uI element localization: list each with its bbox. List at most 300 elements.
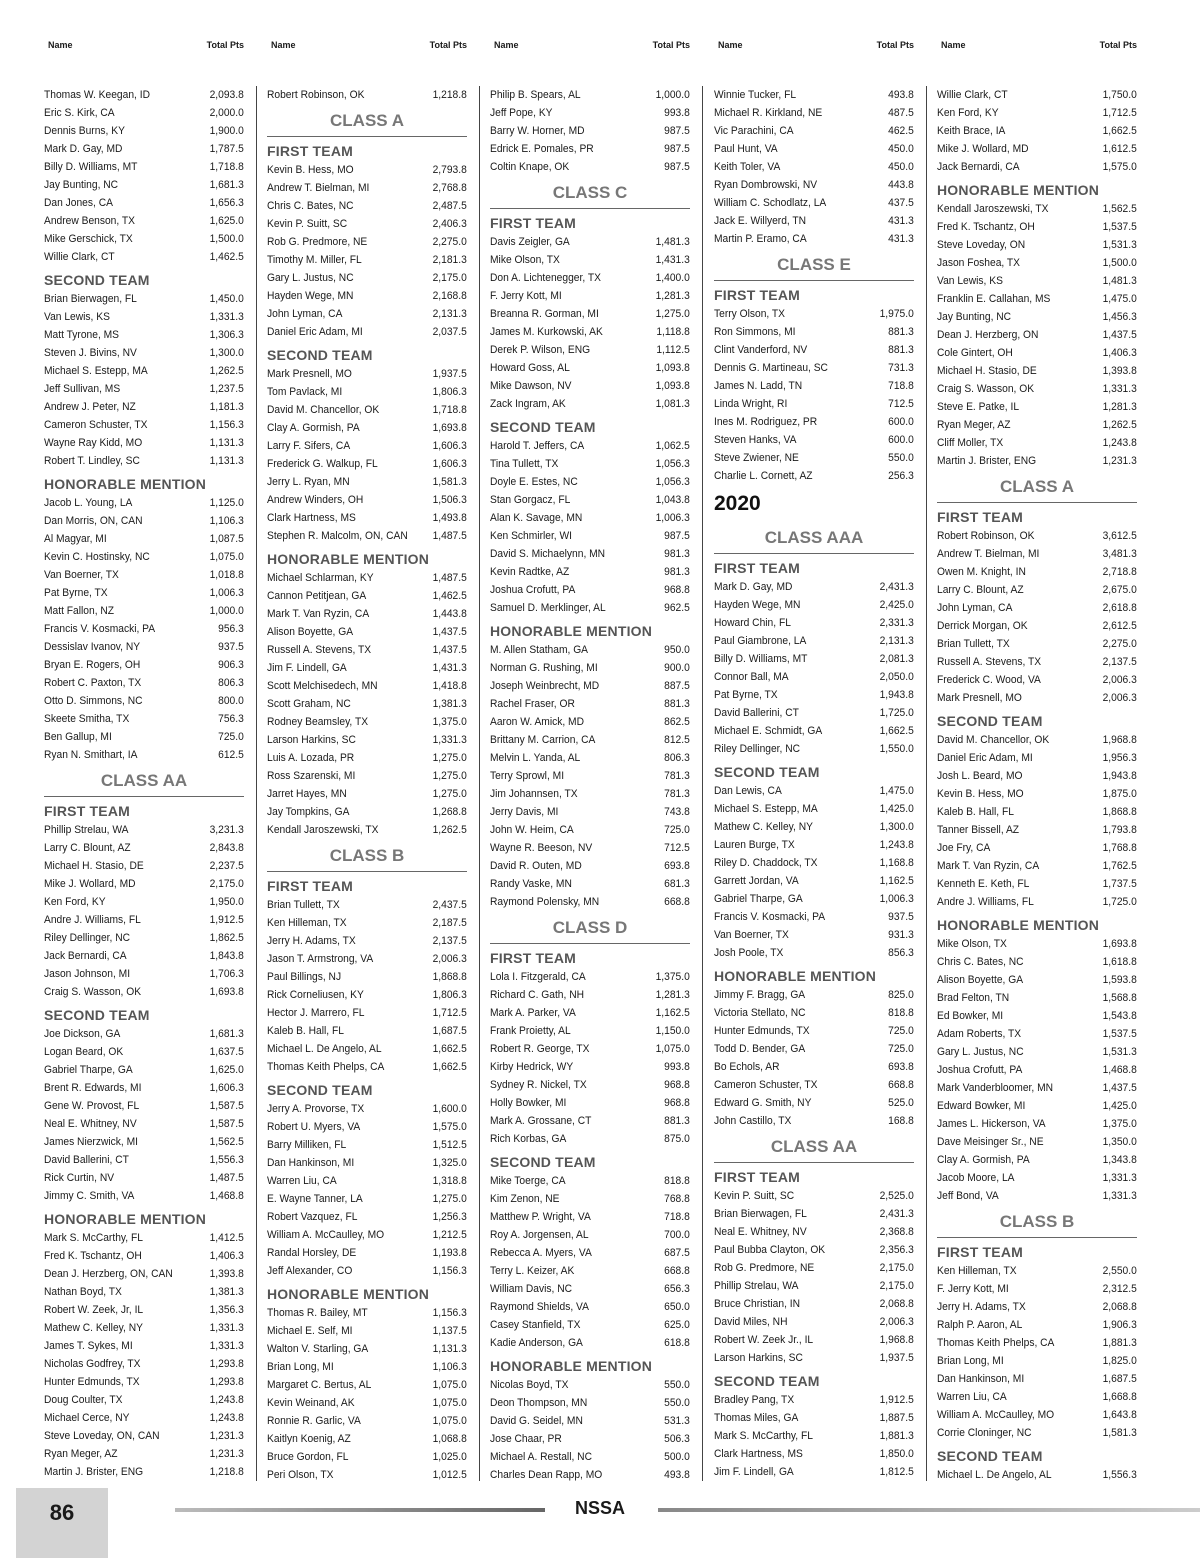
- total-points: 1,900.0: [209, 125, 244, 137]
- list-item: [490, 509, 690, 527]
- total-points: 1,456.3: [1102, 311, 1137, 323]
- team-heading: HONORABLE MENTION: [267, 551, 430, 567]
- shooter-name: Neal E. Whitney, NV: [714, 1226, 807, 1238]
- shooter-name: Fred K. Tschantz, OH: [44, 1250, 142, 1262]
- shooter-name: Josh Poole, TX: [714, 947, 784, 959]
- total-points: 1,881.3: [1102, 1337, 1137, 1349]
- total-points: 2,718.8: [1102, 566, 1137, 578]
- team-heading: SECOND TEAM: [937, 713, 1043, 729]
- shooter-name: Harold T. Jeffers, CA: [490, 440, 585, 452]
- shooter-name: Andrew J. Peter, NZ: [44, 401, 136, 413]
- shooter-name: Ben Gallup, MI: [44, 731, 112, 743]
- list-item: [937, 158, 1137, 176]
- shooter-name: Martin P. Eramo, CA: [714, 233, 807, 245]
- shooter-name: Paul Hunt, VA: [714, 143, 778, 155]
- total-points: 1,868.8: [1102, 806, 1137, 818]
- team-heading: SECOND TEAM: [267, 1082, 373, 1098]
- shooter-name: Michael H. Stasio, DE: [44, 860, 144, 872]
- shooter-name: Riley D. Chaddock, TX: [714, 857, 818, 869]
- shooter-name: Kim Zenon, NE: [490, 1193, 560, 1205]
- total-points: 1,243.8: [209, 1394, 244, 1406]
- total-points: 818.8: [888, 1007, 914, 1019]
- list-item: [267, 323, 467, 341]
- total-points: 1,075.0: [432, 1415, 467, 1427]
- total-points: 1,737.5: [1102, 878, 1137, 890]
- total-points: 1,293.8: [209, 1358, 244, 1370]
- total-points: 1,168.8: [879, 857, 914, 869]
- total-points: 768.8: [664, 1193, 690, 1205]
- list-item: [490, 1172, 690, 1190]
- shooter-name: Jack Bernardi, CA: [937, 161, 1020, 173]
- shooter-name: Jimmy C. Smith, VA: [44, 1190, 135, 1202]
- list-item: [937, 653, 1137, 671]
- shooter-name: Clay A. Gormish, PA: [267, 422, 360, 434]
- list-item: [44, 584, 244, 602]
- total-points: 1,193.8: [432, 1247, 467, 1259]
- list-item: [44, 893, 244, 911]
- list-item: [714, 1187, 914, 1205]
- list-item: [937, 236, 1137, 254]
- shooter-name: Hunter Edmunds, TX: [44, 1376, 140, 1388]
- total-points: 668.8: [664, 1265, 690, 1277]
- total-points: 987.5: [664, 125, 690, 137]
- shooter-name: Casey Stanfield, TX: [490, 1319, 581, 1331]
- total-points: 1,437.5: [432, 644, 467, 656]
- list-item: [714, 614, 914, 632]
- total-points: 1,275.0: [432, 788, 467, 800]
- total-points: 1,431.3: [655, 254, 690, 266]
- shooter-name: Dave Meisinger Sr., NE: [937, 1136, 1044, 1148]
- list-item: [267, 767, 467, 785]
- list-item: [267, 305, 467, 323]
- total-points: 1,256.3: [432, 1211, 467, 1223]
- list-item: [714, 1295, 914, 1313]
- total-points: 1,587.5: [209, 1118, 244, 1130]
- shooter-name: Matthew P. Wright, VA: [490, 1211, 591, 1223]
- total-points: 1,331.3: [1102, 1190, 1137, 1202]
- shooter-name: James N. Ladd, TN: [714, 380, 803, 392]
- list-item: [714, 1409, 914, 1427]
- shooter-name: Nathan Boyd, TX: [44, 1286, 122, 1298]
- total-points: 2,550.0: [1102, 1265, 1137, 1277]
- total-points: 668.8: [888, 1079, 914, 1091]
- total-points: 1,268.8: [432, 806, 467, 818]
- total-points: 1,425.0: [879, 803, 914, 815]
- team-heading: FIRST TEAM: [937, 509, 1023, 525]
- total-points: 806.3: [664, 752, 690, 764]
- list-item: [937, 1007, 1137, 1025]
- list-item: [44, 1247, 244, 1265]
- list-item: [267, 1376, 467, 1394]
- team-heading: SECOND TEAM: [937, 1448, 1043, 1464]
- list-item: [44, 230, 244, 248]
- list-item: [44, 1061, 244, 1079]
- team-heading: HONORABLE MENTION: [490, 623, 653, 639]
- shooter-name: Brian Long, MI: [937, 1355, 1004, 1367]
- shooter-name: Jerry H. Adams, TX: [937, 1301, 1026, 1313]
- shooter-name: Andrew Benson, TX: [44, 215, 135, 227]
- total-points: 1,025.0: [432, 1451, 467, 1463]
- shooter-name: Coltin Knape, OK: [490, 161, 570, 173]
- total-points: 1,868.8: [432, 971, 467, 983]
- list-item: [267, 623, 467, 641]
- shooter-name: Holly Bowker, MI: [490, 1097, 567, 1109]
- total-points: 443.8: [888, 179, 914, 191]
- total-points: 818.8: [664, 1175, 690, 1187]
- total-points: 1,012.5: [432, 1469, 467, 1481]
- shooter-name: Jeff Alexander, CO: [267, 1265, 353, 1277]
- total-points: 1,693.8: [209, 986, 244, 998]
- total-points: 1,400.0: [655, 272, 690, 284]
- shooter-name: Ronnie R. Garlic, VA: [267, 1415, 361, 1427]
- shooter-name: Hunter Edmunds, TX: [714, 1025, 810, 1037]
- shooter-name: Ron Simmons, MI: [714, 326, 796, 338]
- total-points: 1,768.8: [1102, 842, 1137, 854]
- list-item: [490, 473, 690, 491]
- total-points: 800.0: [218, 695, 244, 707]
- total-points: 812.5: [664, 734, 690, 746]
- shooter-name: Terry L. Keizer, AK: [490, 1265, 575, 1277]
- total-points: 693.8: [888, 1061, 914, 1073]
- list-item: [937, 749, 1137, 767]
- shooter-name: Hayden Wege, MN: [714, 599, 801, 611]
- class-heading: CLASS D: [490, 915, 690, 944]
- total-points: 1,068.8: [432, 1433, 467, 1445]
- total-points: 2,237.5: [209, 860, 244, 872]
- shooter-name: Willie Clark, CT: [937, 89, 1008, 101]
- shooter-name: Philip B. Spears, AL: [490, 89, 581, 101]
- shooter-name: Margaret C. Bertus, AL: [267, 1379, 372, 1391]
- total-points: 1,218.8: [432, 89, 467, 101]
- team-heading: HONORABLE MENTION: [937, 182, 1100, 198]
- total-points: 2,006.3: [1102, 674, 1137, 686]
- shooter-name: Rebecca A. Myers, VA: [490, 1247, 592, 1259]
- total-points: 1,875.0: [1102, 788, 1137, 800]
- total-points: 1,075.0: [432, 1397, 467, 1409]
- class-heading: CLASS AA: [44, 768, 244, 797]
- shooter-name: Roy A. Jorgensen, AL: [490, 1229, 589, 1241]
- list-item: [44, 947, 244, 965]
- list-item: [490, 767, 690, 785]
- total-points: 1,343.8: [1102, 1154, 1137, 1166]
- list-item: [44, 857, 244, 875]
- total-points: 1,262.5: [209, 365, 244, 377]
- team-heading: FIRST TEAM: [490, 950, 576, 966]
- list-item: [490, 581, 690, 599]
- total-points: 2,425.0: [879, 599, 914, 611]
- total-points: 1,081.3: [655, 398, 690, 410]
- list-item: [44, 452, 244, 470]
- list-item: [937, 689, 1137, 707]
- total-points: 1,487.5: [432, 530, 467, 542]
- team-heading: HONORABLE MENTION: [490, 1358, 653, 1374]
- shooter-name: Dean J. Herzberg, ON: [937, 329, 1039, 341]
- list-item: [267, 1412, 467, 1430]
- team-heading: HONORABLE MENTION: [44, 476, 207, 492]
- list-item: [44, 122, 244, 140]
- shooter-name: Owen M. Knight, IN: [937, 566, 1026, 578]
- total-points: 1,331.3: [432, 734, 467, 746]
- shooter-name: Garrett Jordan, VA: [714, 875, 799, 887]
- shooter-name: Kevin Radtke, AZ: [490, 566, 570, 578]
- list-item: [44, 1301, 244, 1319]
- list-item: [937, 617, 1137, 635]
- points-header: Total Pts: [652, 40, 690, 50]
- shooter-name: Don A. Lichtenegger, TX: [490, 272, 601, 284]
- shooter-name: Robert Robinson, OK: [937, 530, 1035, 542]
- list-item: [714, 686, 914, 704]
- list-item: [267, 803, 467, 821]
- shooter-name: Mark Presnell, MO: [937, 692, 1022, 704]
- shooter-name: Alison Boyette, GA: [267, 626, 354, 638]
- total-points: 1,375.0: [655, 971, 690, 983]
- list-item: [937, 821, 1137, 839]
- total-points: 1,606.3: [432, 440, 467, 452]
- shooter-name: Joe Fry, CA: [937, 842, 991, 854]
- list-item: [267, 401, 467, 419]
- total-points: 1,500.0: [1102, 257, 1137, 269]
- shooter-name: Clark Hartness, MS: [267, 512, 356, 524]
- shooter-name: Martin J. Brister, ENG: [937, 455, 1037, 467]
- list-item: [937, 380, 1137, 398]
- shooter-name: Jeff Pope, KY: [490, 107, 553, 119]
- list-item: [44, 1025, 244, 1043]
- list-item: [490, 1262, 690, 1280]
- total-points: 1,512.5: [432, 1139, 467, 1151]
- shooter-name: Chris C. Bates, NC: [267, 200, 354, 212]
- total-points: 1,806.3: [432, 386, 467, 398]
- shooter-name: Bruce Gordon, FL: [267, 1451, 349, 1463]
- total-points: 987.5: [664, 161, 690, 173]
- shooter-name: Mark S. McCarthy, FL: [714, 1430, 813, 1442]
- total-points: 1,593.8: [1102, 974, 1137, 986]
- list-item: [490, 563, 690, 581]
- list-item: [937, 1169, 1137, 1187]
- shooter-name: Paul Bubba Clayton, OK: [714, 1244, 826, 1256]
- total-points: 1,881.3: [879, 1430, 914, 1442]
- total-points: 2,175.0: [879, 1262, 914, 1274]
- total-points: 1,725.0: [879, 707, 914, 719]
- list-item: [267, 1358, 467, 1376]
- total-points: 1,150.0: [655, 1025, 690, 1037]
- shooter-name: John Lyman, CA: [937, 602, 1013, 614]
- footer-rule-right: [658, 1508, 1200, 1512]
- list-item: [937, 935, 1137, 953]
- total-points: 937.5: [218, 641, 244, 653]
- total-points: 1,587.5: [209, 1100, 244, 1112]
- total-points: 1,531.3: [1102, 1046, 1137, 1058]
- total-points: 900.0: [664, 662, 690, 674]
- column-1: [44, 40, 244, 1481]
- list-item: [937, 875, 1137, 893]
- list-item: [490, 599, 690, 617]
- shooter-name: Mike J. Wollard, MD: [937, 143, 1029, 155]
- list-item: [44, 290, 244, 308]
- class-heading: CLASS C: [490, 180, 690, 209]
- column-header: [267, 40, 467, 86]
- points-header: Total Pts: [429, 40, 467, 50]
- shooter-name: Larson Harkins, SC: [714, 1352, 803, 1364]
- total-points: 550.0: [664, 1379, 690, 1391]
- shooter-name: Dennis G. Martineau, SC: [714, 362, 828, 374]
- total-points: 1,075.0: [209, 551, 244, 563]
- total-points: 1,156.3: [432, 1307, 467, 1319]
- total-points: 968.8: [664, 584, 690, 596]
- total-points: 550.0: [664, 1397, 690, 1409]
- class-heading: CLASS E: [714, 252, 914, 281]
- list-item: [490, 341, 690, 359]
- shooter-name: Ross Szarenski, MI: [267, 770, 356, 782]
- total-points: 1,131.3: [432, 1343, 467, 1355]
- list-item: [44, 1409, 244, 1427]
- total-points: 993.8: [664, 107, 690, 119]
- shooter-name: Andrew T. Bielman, MI: [937, 548, 1040, 560]
- list-item: [714, 1463, 914, 1481]
- list-item: [44, 1043, 244, 1061]
- list-item: [490, 659, 690, 677]
- list-item: [44, 929, 244, 947]
- shooter-name: Chris C. Bates, NC: [937, 956, 1024, 968]
- shooter-name: Richard C. Gath, NH: [490, 989, 585, 1001]
- shooter-name: Gene W. Provost, FL: [44, 1100, 140, 1112]
- list-item: [714, 1259, 914, 1277]
- total-points: 937.5: [888, 911, 914, 923]
- list-item: [490, 1040, 690, 1058]
- list-item: [714, 926, 914, 944]
- list-item: [714, 944, 914, 962]
- shooter-name: Kevin C. Hostinsky, NC: [44, 551, 150, 563]
- total-points: 1,437.5: [1102, 1082, 1137, 1094]
- shooter-name: Van Lewis, KS: [44, 311, 110, 323]
- shooter-name: Larson Harkins, SC: [267, 734, 356, 746]
- total-points: 1,787.5: [209, 143, 244, 155]
- total-points: 1,218.8: [209, 1466, 244, 1478]
- shooter-name: Ken Hilleman, TX: [267, 917, 347, 929]
- list-item: [714, 596, 914, 614]
- total-points: 1,718.8: [432, 404, 467, 416]
- list-item: [937, 953, 1137, 971]
- list-item: [937, 1424, 1137, 1442]
- list-item: [44, 1133, 244, 1151]
- total-points: 1,793.8: [1102, 824, 1137, 836]
- total-points: 2,406.3: [432, 218, 467, 230]
- shooter-name: Phillip Strelau, WA: [44, 824, 129, 836]
- total-points: 1,943.8: [1102, 770, 1137, 782]
- list-item: [44, 1445, 244, 1463]
- list-item: [937, 563, 1137, 581]
- column-4: [714, 40, 914, 1481]
- list-item: [937, 1079, 1137, 1097]
- list-item: [937, 1316, 1137, 1334]
- shooter-name: Ed Bowker, MI: [937, 1010, 1004, 1022]
- shooter-name: Corrie Cloninger, NC: [937, 1427, 1032, 1439]
- list-item: [267, 197, 467, 215]
- list-item: [714, 230, 914, 248]
- shooter-name: Mike Olson, TX: [937, 938, 1007, 950]
- shooter-name: Mike Gerschick, TX: [44, 233, 133, 245]
- shooter-name: Randal Horsley, DE: [267, 1247, 357, 1259]
- total-points: 1,281.3: [1102, 401, 1137, 413]
- shooter-name: Mathew C. Kelley, NY: [44, 1322, 143, 1334]
- list-item: [714, 1223, 914, 1241]
- shooter-name: Howard Chin, FL: [714, 617, 791, 629]
- list-item: [937, 1280, 1137, 1298]
- shooter-name: Kevin P. Suitt, SC: [267, 218, 348, 230]
- list-item: [44, 512, 244, 530]
- list-item: [267, 587, 467, 605]
- total-points: 931.3: [888, 929, 914, 941]
- total-points: 1,637.5: [209, 1046, 244, 1058]
- shooter-name: John W. Heim, CA: [490, 824, 574, 836]
- shooter-name: Mark A. Grossane, CT: [490, 1115, 592, 1127]
- list-item: [267, 968, 467, 986]
- shooter-name: Kevin P. Suitt, SC: [714, 1190, 795, 1202]
- list-item: [44, 398, 244, 416]
- total-points: 700.0: [664, 1229, 690, 1241]
- list-item: [714, 395, 914, 413]
- total-points: 1,606.3: [432, 458, 467, 470]
- list-item: [714, 704, 914, 722]
- shooter-name: Gabriel Tharpe, GA: [714, 893, 803, 905]
- total-points: 1,468.8: [209, 1190, 244, 1202]
- shooter-name: Bradley Pang, TX: [714, 1394, 795, 1406]
- list-item: [490, 875, 690, 893]
- list-item: [490, 323, 690, 341]
- list-item: [267, 1154, 467, 1172]
- list-item: [267, 215, 467, 233]
- total-points: 1,425.0: [1102, 1100, 1137, 1112]
- shooter-name: Larry C. Blount, AZ: [44, 842, 131, 854]
- shooter-name: Jerry L. Ryan, MN: [267, 476, 350, 488]
- list-item: [267, 437, 467, 455]
- list-item: [937, 416, 1137, 434]
- team-heading: FIRST TEAM: [44, 803, 130, 819]
- shooter-name: Ryan N. Smithart, IA: [44, 749, 138, 761]
- shooter-name: Tanner Bissell, AZ: [937, 824, 1020, 836]
- shooter-name: Robert W. Zeek, Jr, IL: [44, 1304, 144, 1316]
- total-points: 2,368.8: [879, 1226, 914, 1238]
- list-item: [267, 1022, 467, 1040]
- shooter-name: Phillip Strelau, WA: [714, 1280, 799, 1292]
- class-heading: CLASS A: [937, 474, 1137, 503]
- shooter-name: Cole Gintert, OH: [937, 347, 1013, 359]
- total-points: 1,562.5: [1102, 203, 1137, 215]
- total-points: 1,968.8: [1102, 734, 1137, 746]
- list-item: [490, 893, 690, 911]
- shooter-name: Derek P. Wilson, ENG: [490, 344, 591, 356]
- total-points: 1,106.3: [209, 515, 244, 527]
- column-5: [937, 40, 1137, 1484]
- shooter-name: William Davis, NC: [490, 1283, 573, 1295]
- list-item: [490, 437, 690, 455]
- shooter-name: Frederick G. Walkup, FL: [267, 458, 378, 470]
- shooter-name: Michael A. Restall, NC: [490, 1451, 592, 1463]
- list-item: [44, 1151, 244, 1169]
- total-points: 881.3: [888, 344, 914, 356]
- shooter-name: Lola I. Fitzgerald, CA: [490, 971, 586, 983]
- total-points: 2,768.8: [432, 182, 467, 194]
- list-item: [267, 695, 467, 713]
- total-points: 1,612.5: [1102, 143, 1137, 155]
- total-points: 1,131.3: [209, 455, 244, 467]
- list-item: [714, 854, 914, 872]
- shooter-name: Van Boerner, TX: [714, 929, 789, 941]
- list-item: [267, 1394, 467, 1412]
- total-points: 1,937.5: [432, 368, 467, 380]
- list-item: [937, 140, 1137, 158]
- list-item: [937, 893, 1137, 911]
- total-points: 825.0: [888, 989, 914, 1001]
